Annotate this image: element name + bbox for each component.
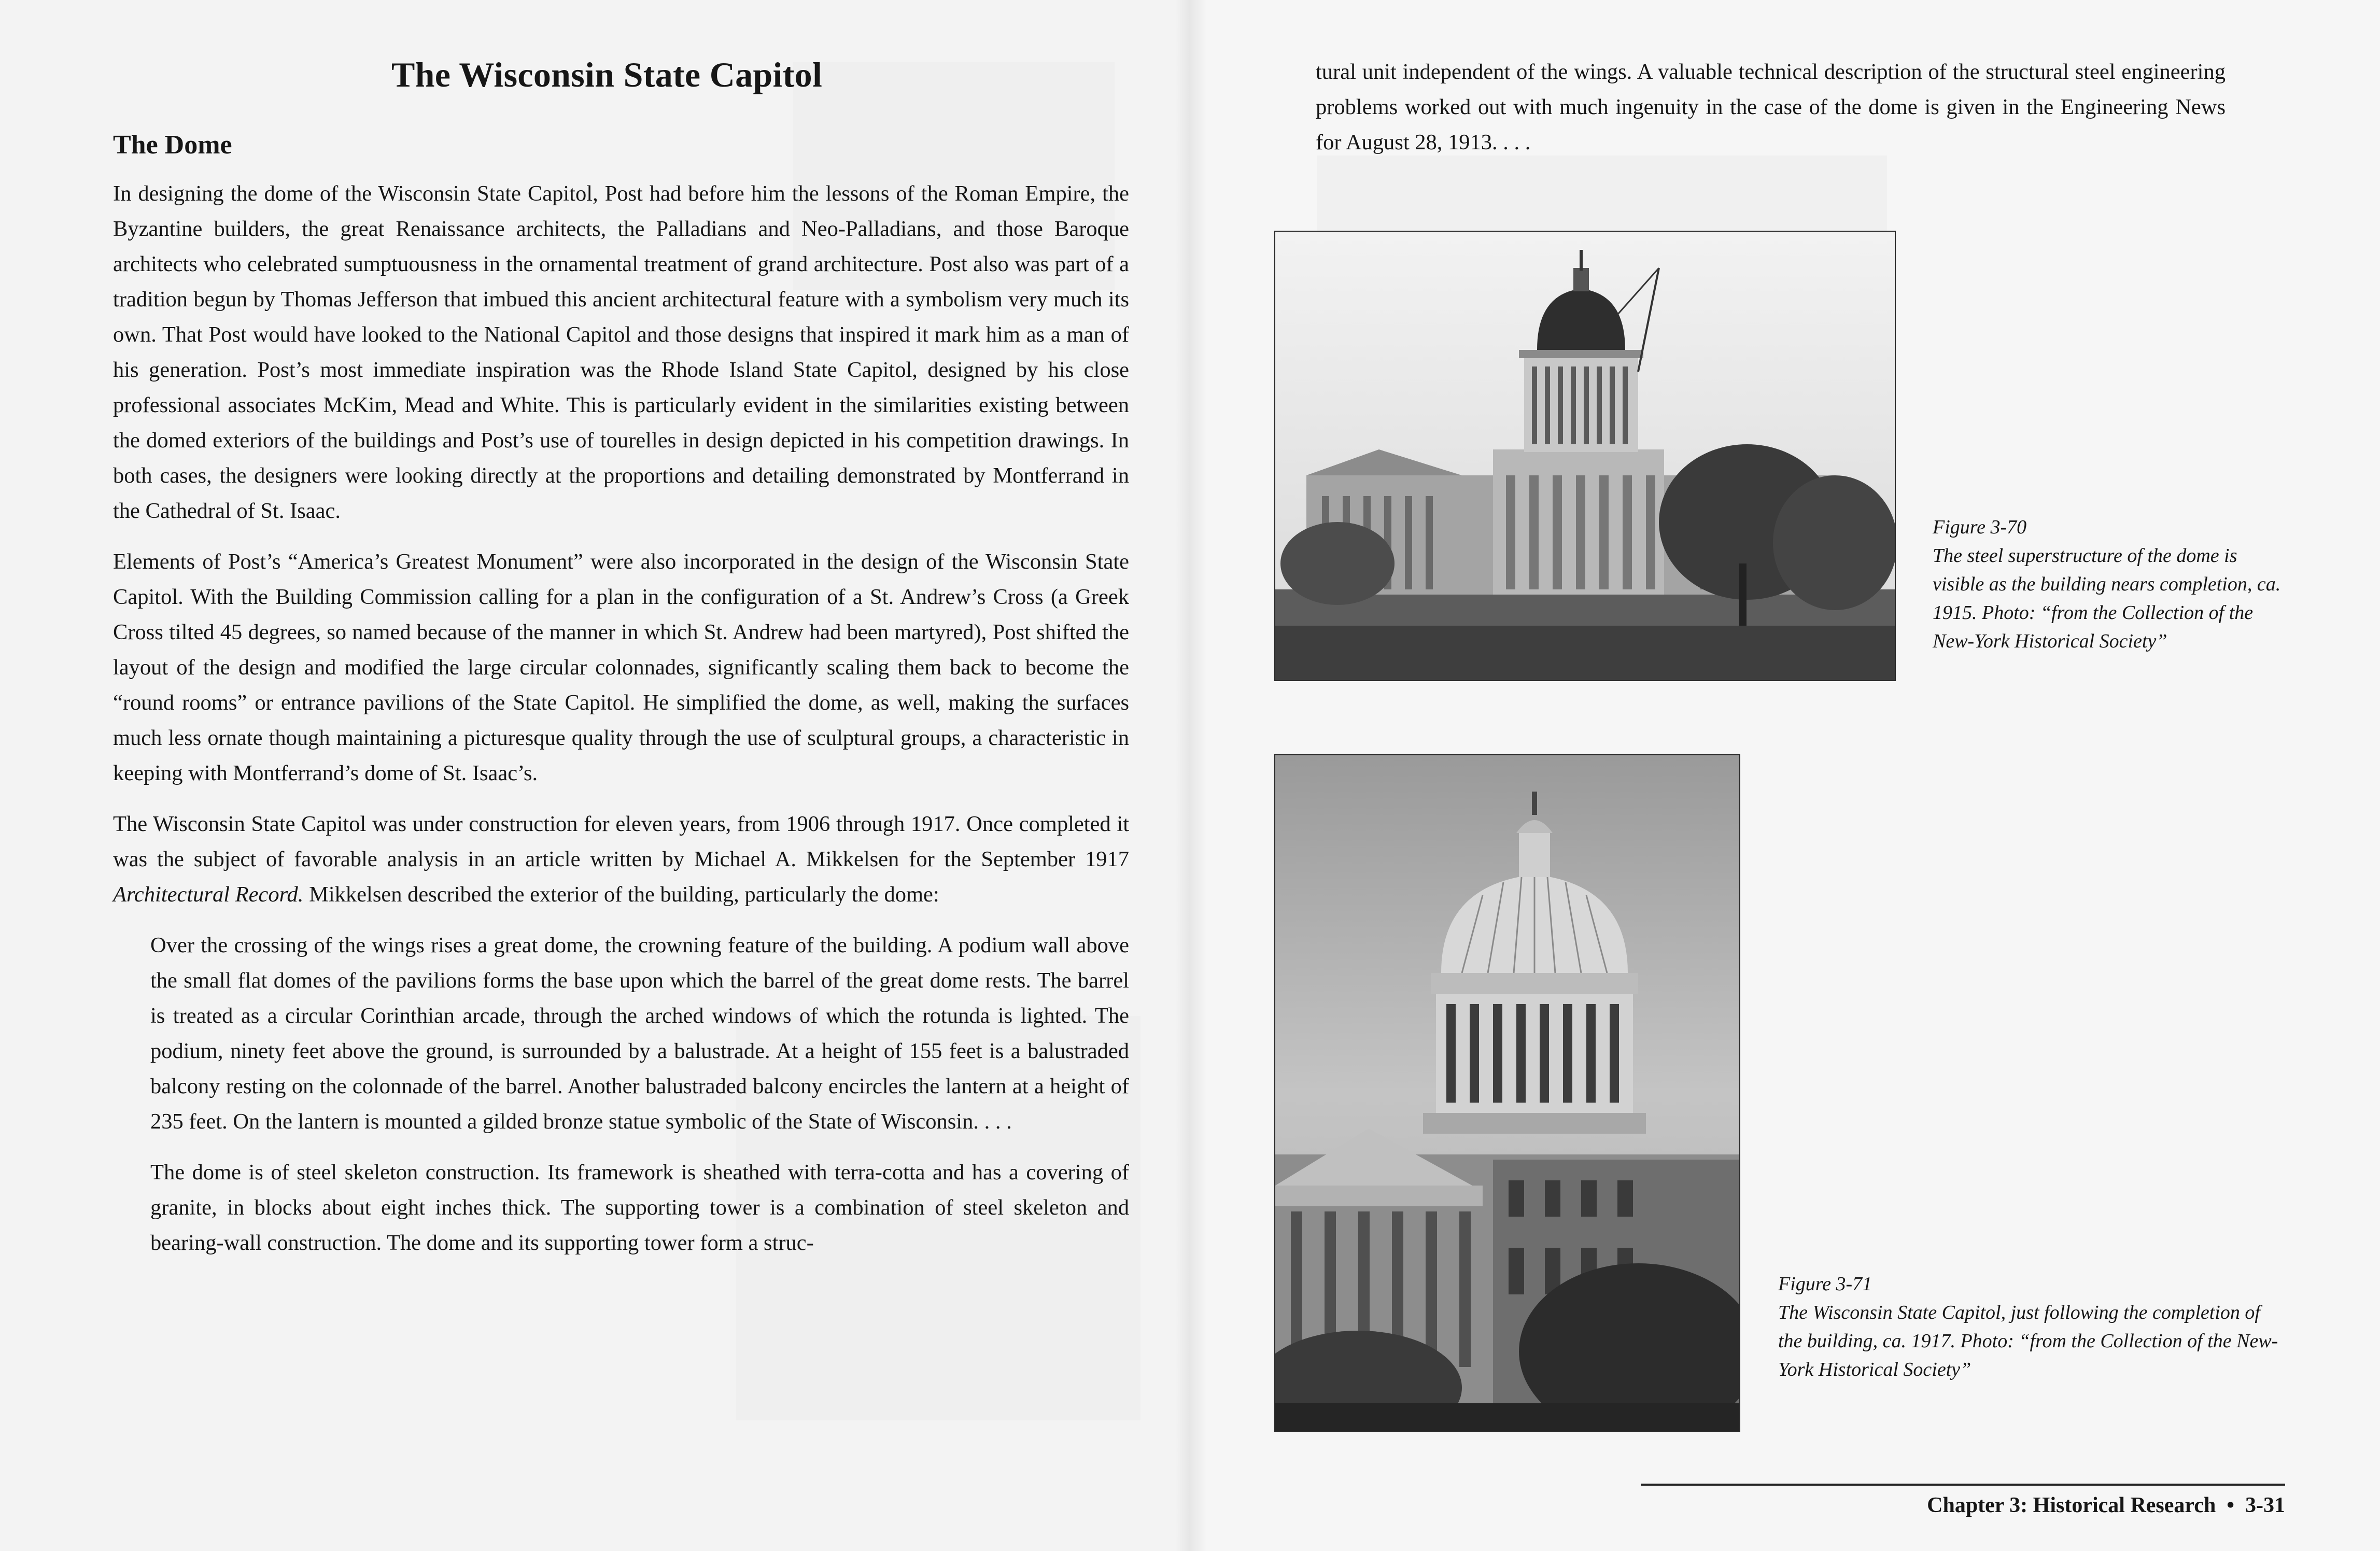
quote-paragraph: The dome is of steel skeleton construction. Its framework is sheathed with terra-cotta and has a covering of granite, in blocks about eight inches thick. The supporting tower is a combination of steel skeleton and bearing-wall construction. The dome and its supporting tower form a struc- — [150, 1160, 1129, 1255]
figure-label: Figure 3-70 — [1933, 516, 2027, 538]
paragraph-text: Mikkelsen described the exterior of the building, particularly the dome: — [303, 882, 939, 907]
continued-paragraph: tural unit independent of the wings. A valuable technical description of the structural steel engineering problems worked out with much ingenuity in the case of the dome is given in the Engineering News for August 28, 1913. . . . — [1316, 60, 2226, 154]
figure-caption — [1778, 1270, 2281, 1384]
quote-paragraph: Over the crossing of the wings rises a great dome, the crowning feature of the building. A podium wall above the small flat domes of the pavilions forms the base upon which the barrel of the great dome rests. The barrel is treated as a circular Corinthian arcade, through the arched windows of which the rotunda is lighted. The podium, ninety feet above the ground, is surrounded by a balustrade. At a height of 155 feet is a balustraded balcony resting on the colonnade of the barrel. Another balustraded balcony encircles the lantern at a height of 235 feet. On the lantern is mounted a gilded bronze statue symbolic of the State of Wisconsin. . . . — [150, 933, 1129, 1134]
figure-description: The Wisconsin State Capitol, just following the completion of the building, ca. 1917. Photo: “from the Collection of the New-York Historical Society” — [1778, 1302, 2278, 1380]
page-footer: Chapter 3: Historical Research • 3-31 — [1927, 1493, 2285, 1517]
body-paragraph — [113, 807, 1129, 912]
book-gutter — [1176, 0, 1207, 1551]
page-title: The Wisconsin State Capitol — [391, 55, 823, 94]
left-text-column — [113, 176, 1129, 1276]
figure-label: Figure 3-71 — [1778, 1273, 1872, 1295]
figure-caption — [1933, 513, 2285, 656]
footer-rule — [1641, 1484, 2285, 1486]
section-heading: The Dome — [113, 130, 232, 160]
publication-title: Architectural Record. — [113, 882, 304, 907]
paragraph-text: The Wisconsin State Capitol was under construction for eleven years, from 1906 through 1917. Once completed it was the subject of favorable analysis in an article written by Michael A. Mikkelsen for the September 1917 — [113, 812, 1129, 871]
figure-description: The steel superstructure of the dome is visible as the building nears completion, ca. 1915. Photo: “from the Collection of the New-York Historical Society” — [1933, 545, 2281, 652]
body-paragraph: Elements of Post’s “America’s Greatest Monument” were also incorporated in the design of the Wisconsin State Capitol. With the Building Commission calling for a plan in the configuration of a St. Andrew’s Cross (a Greek Cross tilted 45 degrees, so named because of the manner in which St. Andrew had been martyred), Post shifted the layout of the design and modified the large circular colonnades, significantly scaling them back to become the “round rooms” or entrance pavilions of the State Capitol. He simplified the dome, as well, making the surfaces much less ornate though maintaining a picturesque quality through the use of sculptural groups, a characteristic in keeping with Montferrand’s dome of St. Isaac’s. — [113, 549, 1129, 785]
capitol-construction-photo — [1274, 231, 1896, 681]
body-paragraph: In designing the dome of the Wisconsin State Capitol, Post had before him the lessons of the Roman Empire, the Byzantine builders, the great Renaissance architects, the Palladians and Neo-Palladians, and those Baroque architects who celebrated sumptuousness in the ornamental treatment of grand architecture. Post also was part of a tradition begun by Thomas Jefferson that imbued this ancient architectural feature with a symbolism very much its own. That Post would have looked to the National Capitol and those designs that inspired it mark him as a man of his generation. Post’s most immediate inspiration was the Rhode Island State Capitol, designed by his close professional associates McKim, Mead and White. This is particularly evident in the similarities existing between the domed exteriors of the buildings and Post’s use of tourelles in design depicted in his competition drawings. In both cases, the designers were looking directly at the proportions and detailing demonstrated by Montferrand in the Cathedral of St. Isaac. — [113, 181, 1129, 523]
capitol-completed-photo — [1274, 754, 1740, 1432]
right-text-column — [1316, 54, 2226, 160]
block-quote — [113, 928, 1129, 1261]
